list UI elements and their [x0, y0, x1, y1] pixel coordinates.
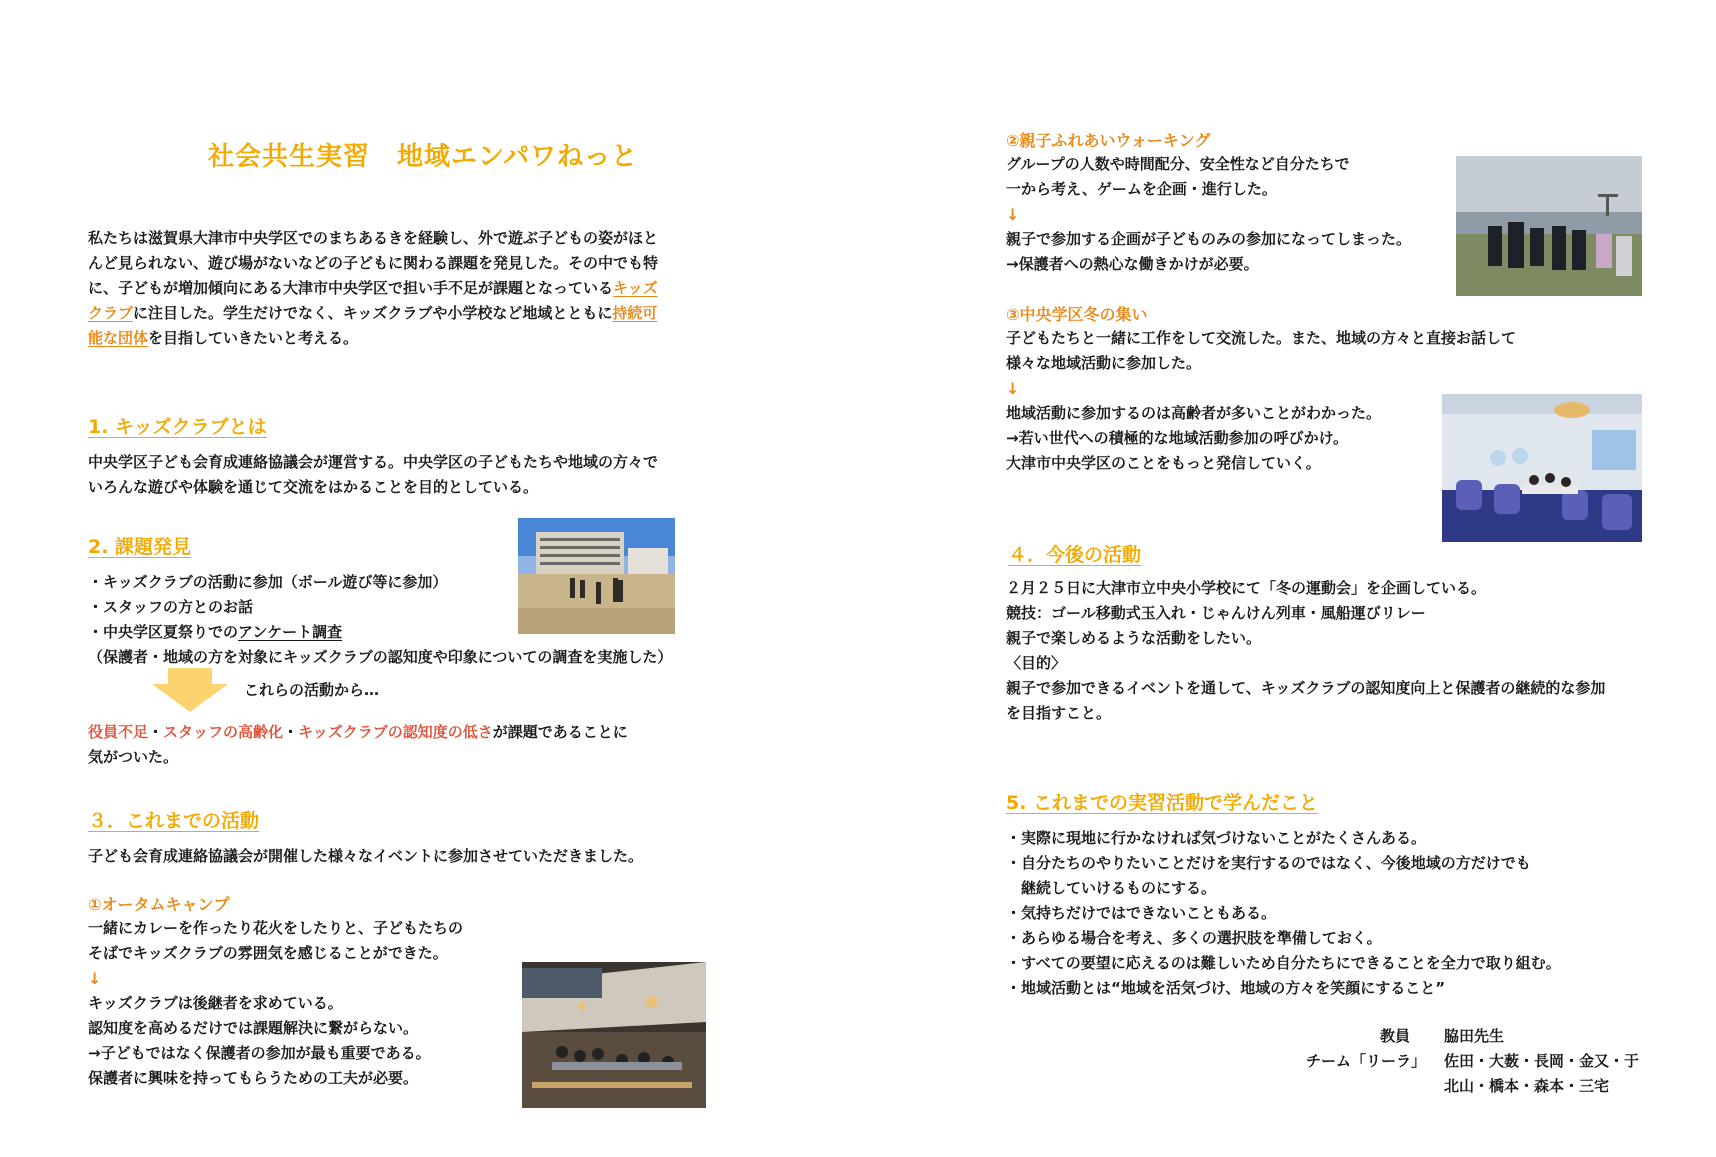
body-line: そばでキッズクラブの雰囲気を感じることができた。 — [88, 944, 448, 962]
down-arrow-icon: ↓ — [88, 969, 102, 988]
body-line: 親子で楽しめるような活動をしたい。 — [1006, 629, 1262, 647]
body-line: グループの人数や時間配分、安全性など自分たちで — [1006, 155, 1350, 173]
list-item: 継続していけるものにする。 — [1006, 879, 1217, 897]
list-item: ・スタッフの方とのお話 — [88, 598, 254, 616]
section-5-list — [1006, 826, 1561, 1001]
section-4-body — [1006, 576, 1605, 726]
intro-paragraph — [88, 226, 658, 351]
winter-gathering-heading: ③中央学区冬の集い — [1006, 305, 1148, 324]
winter-gathering-photo — [1442, 394, 1642, 542]
intro-line: クラブに注目した。学生だけでなく、キッズクラブや小学校など地域とともに持続可 — [88, 304, 658, 322]
intro-line: に、子どもが増加傾向にある大津市中央学区で担い手不足が課題となっているキッズ — [88, 279, 658, 297]
section-3-heading: ３．これまでの活動 — [88, 810, 260, 832]
team-members: 佐田・大薮・長岡・金又・于 — [1444, 1052, 1640, 1070]
section-3-intro: 子ども会育成連絡協議会が開催した様々なイベントに参加させていただきました。 — [88, 847, 644, 865]
body-line: →子どもではなく保護者の参加が最も重要である。 — [88, 1044, 431, 1062]
highlight-kids-club: クラブ — [88, 304, 134, 322]
result-line: 役員不足・スタッフの高齢化・キッズクラブの認知度の低さが課題であることに — [88, 723, 628, 741]
body-line: 大津市中央学区のことをもっと発信していく。 — [1006, 454, 1321, 472]
walking-body — [1006, 152, 1411, 277]
body-line: キッズクラブは後継者を求めている。 — [88, 994, 343, 1012]
team-members: 北山・橋本・森本・三宅 — [1444, 1077, 1610, 1095]
body-line: 一緒にカレーを作ったり花火をしたりと、子どもたちの — [88, 919, 464, 937]
down-arrow-icon: ↓ — [1006, 205, 1020, 224]
body-line: 親子で参加する企画が子どものみの参加になってしまった。 — [1006, 230, 1412, 248]
intro-line: んど見られない、遊び場がないなどの子どもに関わる課題を発見した。その中でも特 — [88, 254, 659, 272]
body-line: 中央学区子ども会育成連絡協議会が運営する。中央学区の子どもたちや地域の方々で — [88, 453, 659, 471]
page-title: 社会共生実習 地域エンパワねっと — [208, 142, 639, 172]
body-line: 様々な地域活動に参加した。 — [1006, 354, 1202, 372]
list-item: ・実際に現地に行かなければ気づけないことがたくさんある。 — [1006, 829, 1427, 847]
right-page — [858, 0, 1716, 1157]
body-line: →若い世代への積極的な地域活動参加の呼びかけ。 — [1006, 429, 1348, 447]
section-5-heading: 5. これまでの実習活動で学んだこと — [1006, 792, 1319, 814]
body-line: 保護者に興味を持ってもらうための工夫が必要。 — [88, 1069, 419, 1087]
walking-photo — [1456, 156, 1642, 296]
from-activities-label: これらの活動から… — [244, 681, 380, 699]
list-item: ・気持ちだけではできないこともある。 — [1006, 904, 1277, 922]
autumn-camp-heading: ①オータムキャンプ — [88, 895, 230, 914]
list-item: （保護者・地域の方を対象にキッズクラブの認知度や印象についての調査を実施した） — [88, 648, 673, 666]
down-arrow-icon — [150, 668, 230, 716]
list-item: ・あらゆる場合を考え、多くの選択肢を準備しておく。 — [1006, 929, 1382, 947]
section-4-heading: ４．今後の活動 — [1008, 544, 1142, 566]
result-line: 気がついた。 — [88, 748, 179, 766]
list-item: ・地域活動とは“地域を活気づけ、地域の方々を笑顔にすること” — [1006, 979, 1446, 997]
autumn-camp-body — [88, 916, 463, 1091]
body-line: いろんな遊びや体験を通じて交流をはかることを目的としている。 — [88, 478, 539, 496]
body-line: 〈目的〉 — [1006, 654, 1067, 672]
list-item: ・中央学区夏祭りでのアンケート調査 — [88, 623, 343, 641]
body-line: 一から考え、ゲームを企画・進行した。 — [1006, 180, 1277, 198]
teacher-label: 教員 — [1380, 1027, 1411, 1045]
intro-line: 私たちは滋賀県大津市中央学区でのまちあるきを経験し、外で遊ぶ子どもの姿がほと — [88, 229, 659, 247]
section-1-body — [88, 450, 658, 500]
winter-gathering-body — [1006, 326, 1516, 476]
body-line: 地域活動に参加するのは高齢者が多いことがわかった。 — [1006, 404, 1382, 422]
section-2-list — [88, 570, 672, 670]
walking-heading: ②親子ふれあいウォーキング — [1006, 131, 1211, 150]
teacher-name: 脇田先生 — [1444, 1027, 1505, 1045]
camp-night-photo — [522, 962, 706, 1108]
list-item: ・自分たちのやりたいことだけを実行するのではなく、今後地域の方だけでも — [1006, 854, 1531, 872]
list-item: ・すべての要望に応えるのは難しいため自分たちにできることを全力で取り組む。 — [1006, 954, 1561, 972]
highlight-kids-club: キッズ — [613, 279, 658, 297]
body-line: を目指すこと。 — [1006, 704, 1112, 722]
section-1-heading: 1. キッズクラブとは — [88, 416, 267, 438]
body-line: 競技：ゴール移動式玉入れ・じゃんけん列車・風船運びリレー — [1006, 604, 1426, 622]
section-2-heading: 2. 課題発見 — [88, 536, 192, 558]
body-line: 認知度を高めるだけでは課題解決に繋がらない。 — [88, 1019, 419, 1037]
body-line: 親子で参加できるイベントを通して、キッズクラブの認知度向上と保護者の継続的な参加 — [1006, 679, 1606, 697]
down-arrow-icon: ↓ — [1006, 379, 1020, 398]
list-item: ・キッズクラブの活動に参加（ボール遊び等に参加） — [88, 573, 448, 591]
intro-line: 能な団体を目指していきたいと考える。 — [88, 329, 359, 347]
highlight-sustainable: 持続可 — [612, 304, 658, 322]
team-label: チーム「リーラ」 — [1306, 1052, 1427, 1070]
body-line: 子どもたちと一緒に工作をして交流した。また、地域の方々と直接お話して — [1006, 329, 1517, 347]
section-2-result — [88, 720, 628, 770]
survey-underline: アンケート調査 — [238, 623, 343, 641]
body-line: ２月２５日に大津市立中央小学校にて「冬の運動会」を企画している。 — [1006, 579, 1487, 597]
highlight-sustainable: 能な団体 — [88, 329, 149, 347]
body-line: →保護者への熱心な働きかけが必要。 — [1006, 255, 1259, 273]
